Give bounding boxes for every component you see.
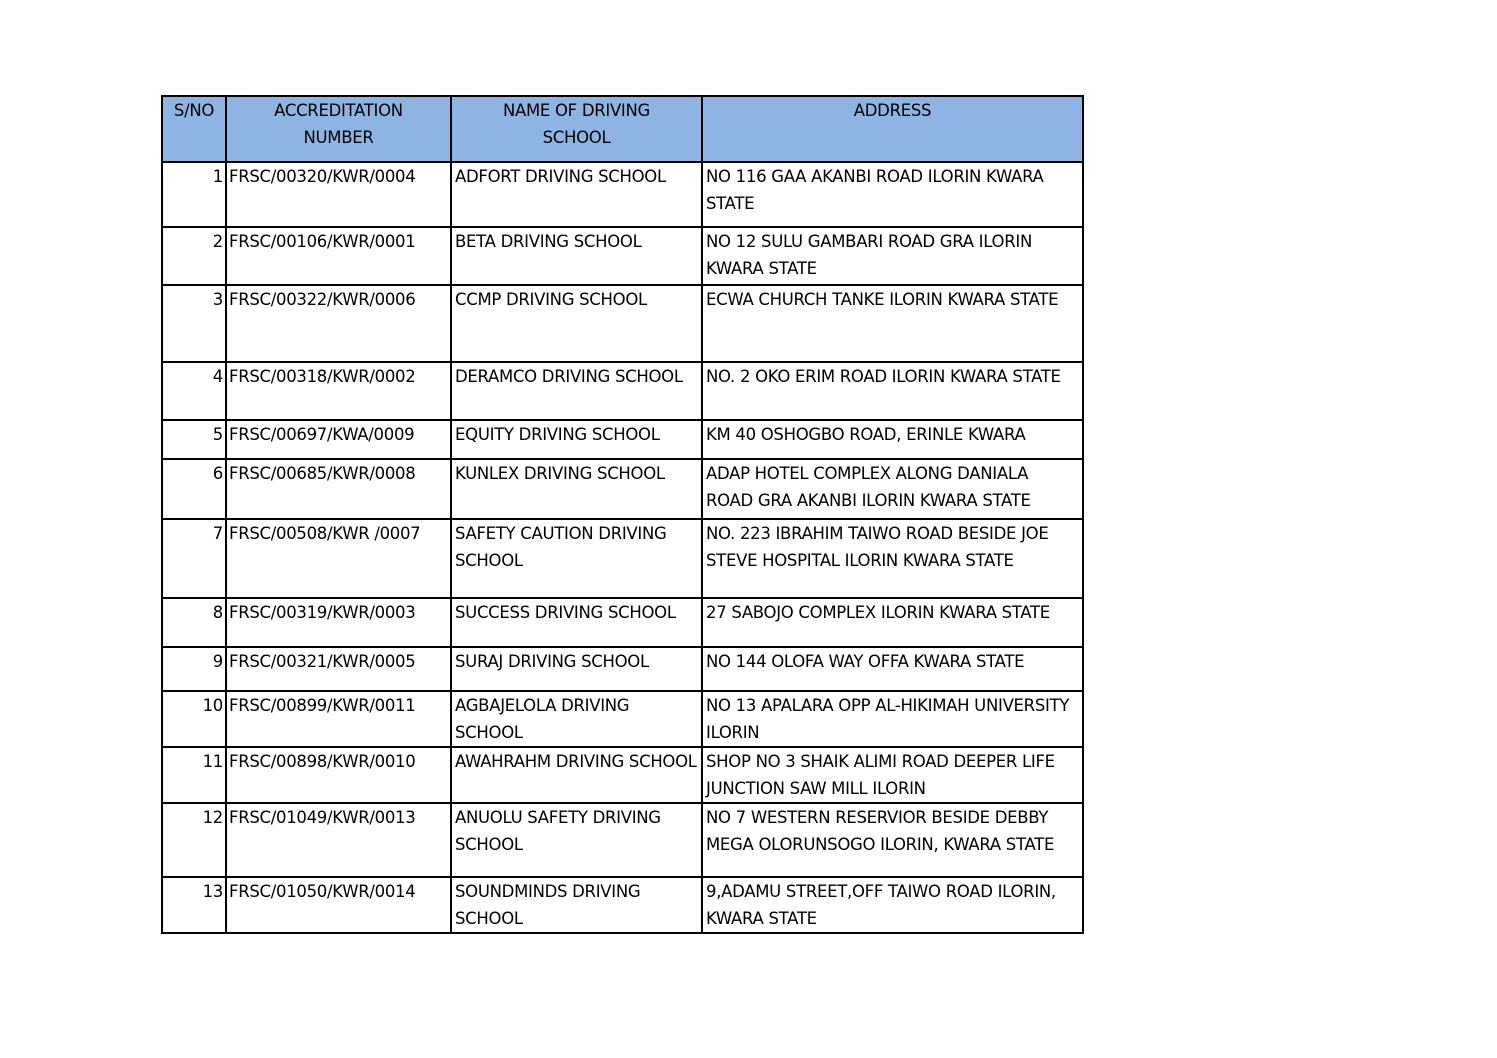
header-accreditation-line2: NUMBER [303,128,374,147]
table-row [162,162,1083,227]
cell-accreditation: FRSC/00508/KWR /0007 [226,519,451,598]
table-row [162,519,1083,598]
cell-school-name: DERAMCO DRIVING SCHOOL [451,362,702,420]
cell-school-name: SOUNDMINDS DRIVING SCHOOL [451,877,702,933]
table-row [162,459,1083,519]
header-address-label: ADDRESS [853,101,932,120]
cell-sno: 11 [162,747,226,803]
cell-school-name: SUCCESS DRIVING SCHOOL [451,598,702,647]
cell-address: NO 12 SULU GAMBARI ROAD GRA ILORIN KWARA STATE [702,227,1083,285]
table-row [162,598,1083,647]
table-row [162,877,1083,933]
cell-sno: 8 [162,598,226,647]
driving-schools-table [161,95,1084,934]
cell-accreditation: FRSC/00318/KWR/0002 [226,362,451,420]
cell-accreditation: FRSC/00319/KWR/0003 [226,598,451,647]
cell-address: NO 7 WESTERN RESERVIOR BESIDE DEBBY MEGA OLORUNSOGO ILORIN, KWARA STATE [702,803,1083,877]
cell-address: SHOP NO 3 SHAIK ALIMI ROAD DEEPER LIFE JUNCTION SAW MILL ILORIN [702,747,1083,803]
header-sno-label: S/NO [173,101,215,120]
cell-sno: 13 [162,877,226,933]
table-row [162,691,1083,747]
cell-sno: 12 [162,803,226,877]
cell-address: NO. 223 IBRAHIM TAIWO ROAD BESIDE JOE STEVE HOSPITAL ILORIN KWARA STATE [702,519,1083,598]
header-row [162,96,1083,162]
cell-sno: 1 [162,162,226,227]
cell-sno: 4 [162,362,226,420]
cell-accreditation: FRSC/00321/KWR/0005 [226,647,451,691]
cell-accreditation: FRSC/00322/KWR/0006 [226,285,451,362]
cell-sno: 9 [162,647,226,691]
cell-school-name: AGBAJELOLA DRIVING SCHOOL [451,691,702,747]
header-name-line1: NAME OF DRIVING [502,101,651,120]
table-row [162,227,1083,285]
cell-sno: 6 [162,459,226,519]
cell-address: 9,ADAMU STREET,OFF TAIWO ROAD ILORIN, KWARA STATE [702,877,1083,933]
cell-school-name: KUNLEX DRIVING SCHOOL [451,459,702,519]
table-row [162,803,1083,877]
cell-accreditation: FRSC/00685/KWR/0008 [226,459,451,519]
cell-school-name: BETA DRIVING SCHOOL [451,227,702,285]
cell-sno: 2 [162,227,226,285]
cell-address: 27 SABOJO COMPLEX ILORIN KWARA STATE [702,598,1083,647]
header-accreditation [226,96,451,162]
cell-accreditation: FRSC/01050/KWR/0014 [226,877,451,933]
cell-accreditation: FRSC/00320/KWR/0004 [226,162,451,227]
cell-sno: 10 [162,691,226,747]
cell-school-name: ANUOLU SAFETY DRIVING SCHOOL [451,803,702,877]
cell-address: KM 40 OSHOGBO ROAD, ERINLE KWARA [702,420,1083,459]
table-row [162,747,1083,803]
cell-accreditation: FRSC/00899/KWR/0011 [226,691,451,747]
header-name-line2: SCHOOL [542,128,611,147]
cell-accreditation: FRSC/00898/KWR/0010 [226,747,451,803]
header-address [702,96,1083,162]
cell-accreditation: FRSC/01049/KWR/0013 [226,803,451,877]
table-row [162,362,1083,420]
cell-sno: 5 [162,420,226,459]
table-row [162,647,1083,691]
cell-accreditation: FRSC/00697/KWA/0009 [226,420,451,459]
cell-address: NO 144 OLOFA WAY OFFA KWARA STATE [702,647,1083,691]
table-row [162,285,1083,362]
cell-address: NO 116 GAA AKANBI ROAD ILORIN KWARA STATE [702,162,1083,227]
cell-accreditation: FRSC/00106/KWR/0001 [226,227,451,285]
cell-school-name: AWAHRAHM DRIVING SCHOOL [451,747,702,803]
cell-school-name: SAFETY CAUTION DRIVING SCHOOL [451,519,702,598]
cell-school-name: EQUITY DRIVING SCHOOL [451,420,702,459]
cell-school-name: CCMP DRIVING SCHOOL [451,285,702,362]
table-row [162,420,1083,459]
cell-address: ADAP HOTEL COMPLEX ALONG DANIALA ROAD GRA AKANBI ILORIN KWARA STATE [702,459,1083,519]
header-sno [162,96,226,162]
header-name [451,96,702,162]
cell-sno: 7 [162,519,226,598]
cell-sno: 3 [162,285,226,362]
cell-address: ECWA CHURCH TANKE ILORIN KWARA STATE [702,285,1083,362]
cell-school-name: ADFORT DRIVING SCHOOL [451,162,702,227]
cell-address: NO 13 APALARA OPP AL-HIKIMAH UNIVERSITY ILORIN [702,691,1083,747]
cell-address: NO. 2 OKO ERIM ROAD ILORIN KWARA STATE [702,362,1083,420]
header-accreditation-line1: ACCREDITATION [274,101,403,120]
cell-school-name: SURAJ DRIVING SCHOOL [451,647,702,691]
